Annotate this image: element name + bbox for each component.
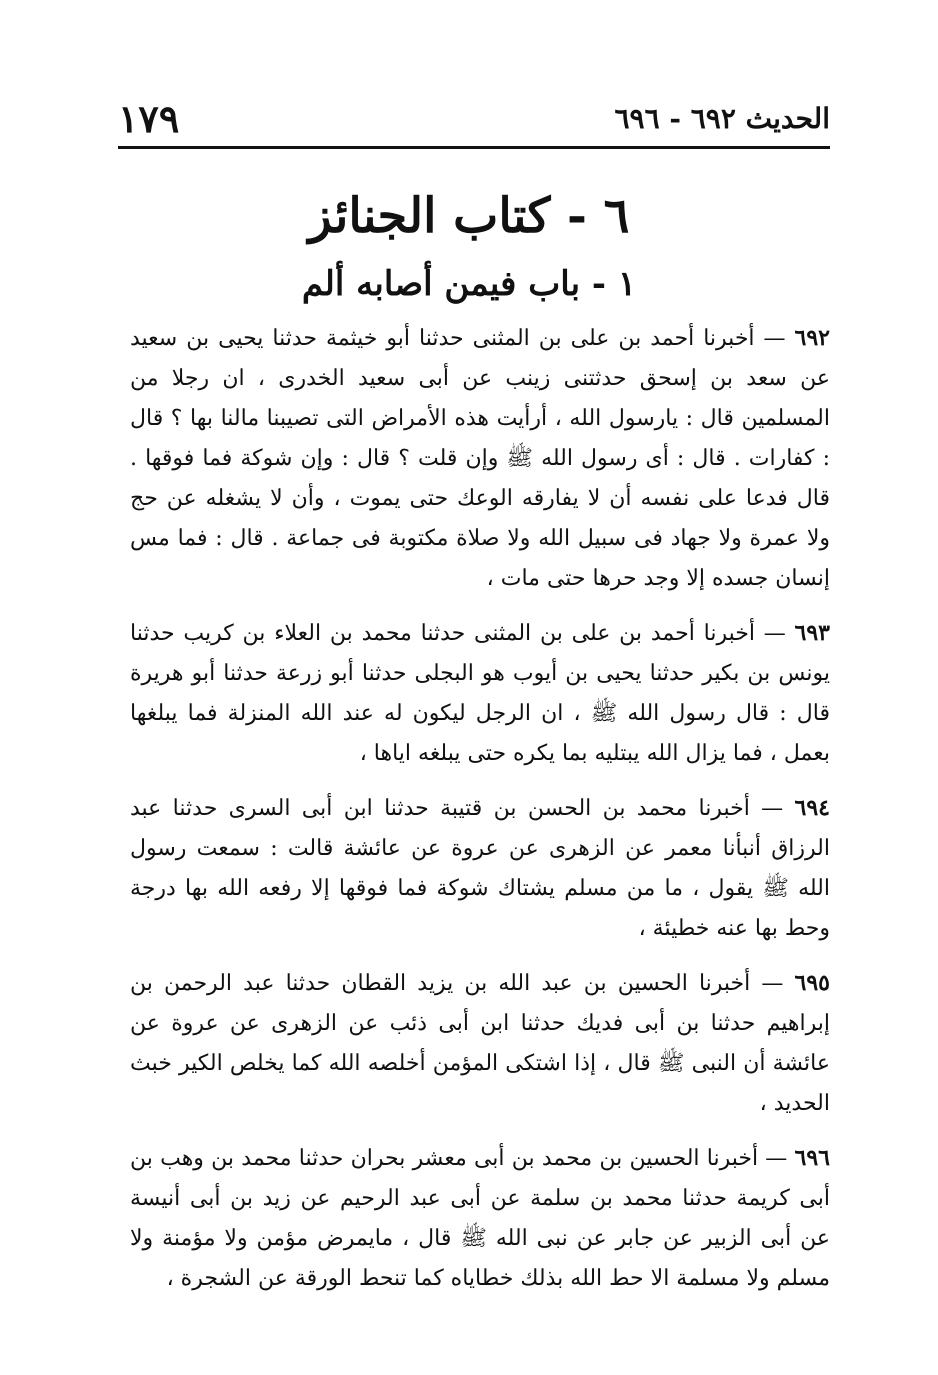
hadith-number: ٦٩٢ [794, 325, 830, 351]
hadith-number: ٦٩٥ [794, 970, 830, 996]
running-header [118, 92, 830, 144]
hadith-text: أخبرنا الحسين بن محمد بن أبى معشر بحران حدثنا محمد بن وهب بن أبى كريمة حدثنا محمد بن سلمة عن أبى عبد الرحيم عن زيد بن أبى أنيسة عن أبى الزبير عن جابر عن نبى الله ﷺ قال ، مايمرض مؤمن ولا مؤمنة ولا مسلم ولا مسلمة الا حط الله بذلك خطاياه كما تنحط الورقة عن الشجرة ، [130, 1146, 830, 1291]
page-number: ١٧٩ [118, 95, 180, 141]
running-title: الحديث ٦٩٢ - ٦٩٦ [614, 101, 830, 135]
section-title: ١ - باب فيمن أصابه ألم [301, 264, 637, 304]
chapter-title: ٦ - كتاب الجنائز [308, 188, 630, 244]
hadith-paragraph: ٦٩٥ — أخبرنا الحسين بن عبد الله بن يزيد القطان حدثنا عبد الرحمن بن إبراهيم حدثنا بن أبى فديك حدثنا ابن أبى ذئب عن الزهرى عن عروة عن عائشة أن النبى ﷺ قال ، إذا اشتكى المؤمن أخلصه الله كما يخلص الكير خبث الحديد ، [130, 970, 830, 1116]
hadith-number: ٦٩٤ [794, 795, 830, 821]
hadith-text: أخبرنا الحسين بن عبد الله بن يزيد القطان حدثنا عبد الرحمن بن إبراهيم حدثنا بن أبى فديك حدثنا ابن أبى ذئب عن الزهرى عن عروة عن عائشة أن النبى ﷺ قال ، إذا اشتكى المؤمن أخلصه الله كما يخلص الكير خبث الحديد ، [130, 971, 830, 1116]
hadith-number: ٦٩٣ [794, 620, 830, 646]
header-rule [118, 146, 830, 149]
hadith-text: أخبرنا أحمد بن على بن المثنى حدثنا محمد بن العلاء بن كريب حدثنا يونس بن بكير حدثنا يحيى بن أيوب هو البجلى حدثنا أبو زرعة حدثنا أبو هريرة قال : قال رسول الله ﷺ ، ان الرجل ليكون له عند الله المنزلة فما يبلغها بعمل ، فما يزال الله يبتليه بما يكره حتى يبلغه اياها ، [130, 621, 830, 766]
hadith-text: أخبرنا أحمد بن على بن المثنى حدثنا أبو خيثمة حدثنا يحيى بن سعيد عن سعد بن إسحق حدثتنى زينب عن أبى سعيد الخدرى ، ان رجلا من المسلمين قال : يارسول الله ، أرأيت هذه الأمراض التى تصيبنا مالنا بها ؟ قال : كفارات . قال : أى رسول الله ﷺ وإن قلت ؟ قال : وإن شوكة فما فوقها . قال فدعا على نفسه أن لا يفارقه الوعك حتى يموت ، وأن لا يشغله عن حج ولا عمرة ولا جهاد فى سبيل الله ولا صلاة مكتوبة فى جماعة . قال : فما مس إنسان جسده إلا وجد حرها حتى مات ، [130, 326, 830, 591]
hadith-paragraph: ٦٩٦ — أخبرنا الحسين بن محمد بن أبى معشر بحران حدثنا محمد بن وهب بن أبى كريمة حدثنا محمد بن سلمة عن أبى عبد الرحيم عن زيد بن أبى أنيسة عن أبى الزبير عن جابر عن نبى الله ﷺ قال ، مايمرض مؤمن ولا مؤمنة ولا مسلم ولا مسلمة الا حط الله بذلك خطاياه كما تنحط الورقة عن الشجرة ، [130, 1145, 830, 1291]
hadith-paragraph: ٦٩٤ — أخبرنا محمد بن الحسن بن قتيبة حدثنا ابن أبى السرى حدثنا عبد الرزاق أنبأنا معمر عن الزهرى عن عروة عن عائشة قالت : سمعت رسول الله ﷺ يقول ، ما من مسلم يشتاك شوكة فما فوقها إلا رفعه الله بها درجة وحط بها عنه خطيئة ، [130, 795, 830, 941]
hadith-paragraph: ٦٩٢ — أخبرنا أحمد بن على بن المثنى حدثنا أبو خيثمة حدثنا يحيى بن سعيد عن سعد بن إسحق حدثتنى زينب عن أبى سعيد الخدرى ، ان رجلا من المسلمين قال : يارسول الله ، أرأيت هذه الأمراض التى تصيبنا مالنا بها ؟ قال : كفارات . قال : أى رسول الله ﷺ وإن قلت ؟ قال : وإن شوكة فما فوقها . قال فدعا على نفسه أن لا يفارقه الوعك حتى يموت ، وأن لا يشغله عن حج ولا عمرة ولا جهاد فى سبيل الله ولا صلاة مكتوبة فى جماعة . قال : فما مس إنسان جسده إلا وجد حرها حتى مات ، [130, 325, 830, 591]
hadith-text: أخبرنا محمد بن الحسن بن قتيبة حدثنا ابن أبى السرى حدثنا عبد الرزاق أنبأنا معمر عن الزهرى عن عروة عن عائشة قالت : سمعت رسول الله ﷺ يقول ، ما من مسلم يشتاك شوكة فما فوقها إلا رفعه الله بها درجة وحط بها عنه خطيئة ، [130, 796, 830, 941]
hadith-paragraph: ٦٩٣ — أخبرنا أحمد بن على بن المثنى حدثنا محمد بن العلاء بن كريب حدثنا يونس بن بكير حدثنا يحيى بن أيوب هو البجلى حدثنا أبو زرعة حدثنا أبو هريرة قال : قال رسول الله ﷺ ، ان الرجل ليكون له عند الله المنزلة فما يبلغها بعمل ، فما يزال الله يبتليه بما يكره حتى يبلغه اياها ، [130, 620, 830, 766]
hadith-list [130, 318, 830, 1313]
hadith-number: ٦٩٦ [794, 1145, 830, 1171]
